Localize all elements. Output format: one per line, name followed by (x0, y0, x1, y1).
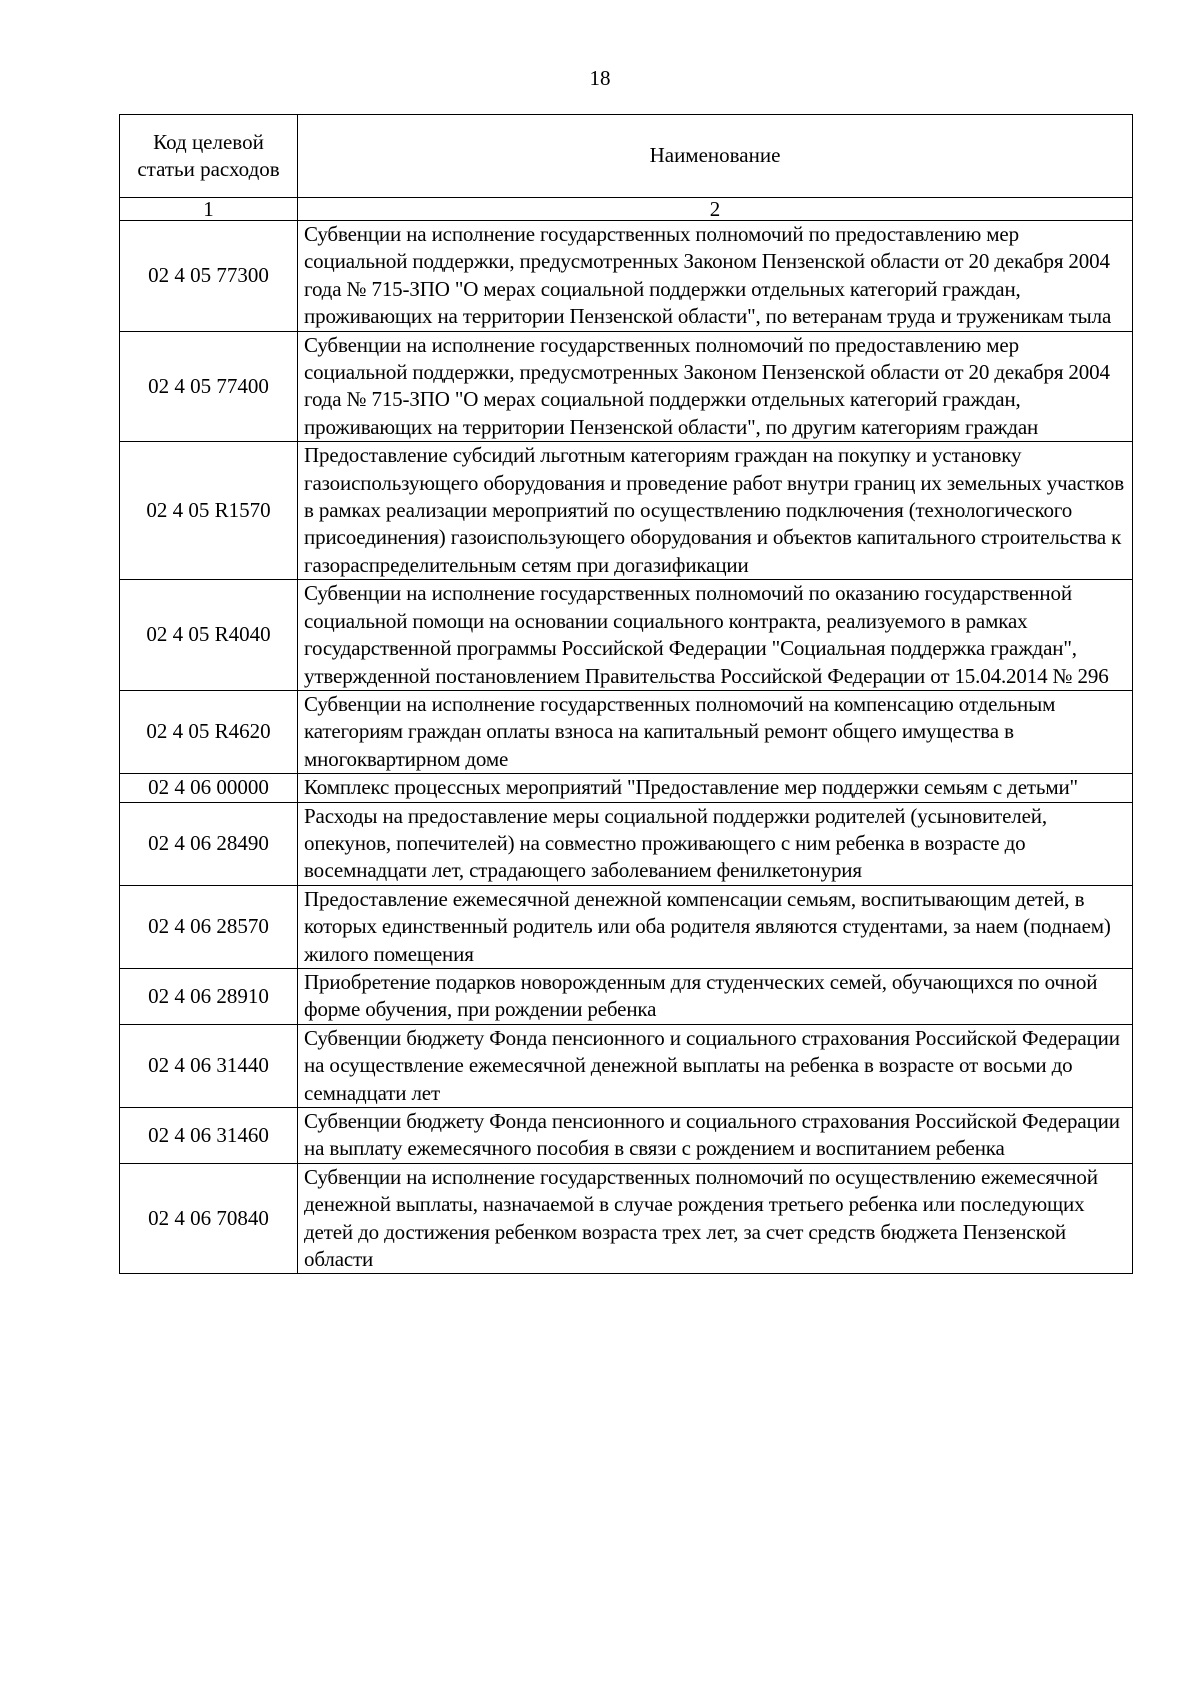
column-number-row (120, 198, 1133, 221)
row-name: Предоставление субсидий льготным категориям граждан на покупку и установку газоиспользующего оборудования и проведение работ внутри границ их земельных участков в рамках реализации мероприятий по осуществлению подключения (технологического присоединения) газоиспользующего оборудования и объектов капитального строительства к газораспределительным сетям при догазификации (298, 442, 1133, 580)
table-row (120, 802, 1133, 885)
row-code: 02 4 06 28570 (120, 885, 298, 968)
table-row (120, 1163, 1133, 1274)
table-header-row (120, 115, 1133, 198)
table-row (120, 690, 1133, 773)
row-code: 02 4 05 R4620 (120, 690, 298, 773)
table-row (120, 968, 1133, 1024)
row-name: Расходы на предоставление меры социальной поддержки родителей (усыновителей, опекунов, попечителей) на совместно проживающего с ним ребенка в возрасте до восемнадцати лет, страдающего заболеванием фенилкетонурия (298, 802, 1133, 885)
row-name: Приобретение подарков новорожденным для студенческих семей, обучающихся по очной форме обучения, при рождении ребенка (298, 968, 1133, 1024)
row-name: Субвенции на исполнение государственных полномочий по предоставлению мер социальной поддержки, предусмотренных Законом Пензенской области от 20 декабря 2004 года № 715-ЗПО "О мерах социальной поддержки отдельных категорий граждан, проживающих на территории Пензенской области", по другим категориям граждан (298, 331, 1133, 442)
row-code: 02 4 06 28490 (120, 802, 298, 885)
row-name: Предоставление ежемесячной денежной компенсации семьям, воспитывающим детей, в которых единственный родитель или оба родителя являются студентами, за наем (поднаем) жилого помещения (298, 885, 1133, 968)
row-code: 02 4 05 77300 (120, 221, 298, 332)
row-code: 02 4 05 R1570 (120, 442, 298, 580)
row-name: Субвенции на исполнение государственных полномочий по предоставлению мер социальной поддержки, предусмотренных Законом Пензенской области от 20 декабря 2004 года № 715-ЗПО "О мерах социальной поддержки отдельных категорий граждан, проживающих на территории Пензенской области", по ветеранам труда и труженикам тыла (298, 221, 1133, 332)
row-name: Субвенции на исполнение государственных полномочий по осуществлению ежемесячной денежной выплаты, назначаемой в случае рождения третьего ребенка или последующих детей до достижения ребенком возраста трех лет, за счет средств бюджета Пензенской области (298, 1163, 1133, 1274)
row-code: 02 4 06 31440 (120, 1024, 298, 1107)
column-number-2: 2 (298, 198, 1133, 221)
table-row (120, 442, 1133, 580)
budget-table (119, 114, 1133, 1274)
row-name: Субвенции на исполнение государственных полномочий по оказанию государственной социальной помощи на основании социального контракта, реализуемого в рамках государственной программы Российской Федерации "Социальная поддержка граждан", утвержденной постановлением Правительства Российской Федерации от 15.04.2014 № 296 (298, 580, 1133, 691)
table-row (120, 774, 1133, 802)
table-row (120, 1108, 1133, 1164)
row-name: Субвенции на исполнение государственных полномочий на компенсацию отдельным категориям граждан оплаты взноса на капитальный ремонт общего имущества в многоквартирном доме (298, 690, 1133, 773)
table-row (120, 221, 1133, 332)
table-row (120, 1024, 1133, 1107)
row-code: 02 4 06 28910 (120, 968, 298, 1024)
row-code: 02 4 06 31460 (120, 1108, 298, 1164)
row-name: Комплекс процессных мероприятий "Предоставление мер поддержки семьям с детьми" (298, 774, 1133, 802)
row-name: Субвенции бюджету Фонда пенсионного и социального страхования Российской Федерации на выплату ежемесячного пособия в связи с рождением и воспитанием ребенка (298, 1108, 1133, 1164)
row-code: 02 4 05 R4040 (120, 580, 298, 691)
row-code: 02 4 05 77400 (120, 331, 298, 442)
header-name: Наименование (298, 115, 1133, 198)
table-row (120, 885, 1133, 968)
row-code: 02 4 06 70840 (120, 1163, 298, 1274)
table-row (120, 580, 1133, 691)
row-name: Субвенции бюджету Фонда пенсионного и социального страхования Российской Федерации на осуществление ежемесячной денежной выплаты на ребенка в возрасте от восьми до семнадцати лет (298, 1024, 1133, 1107)
page-number: 18 (589, 66, 611, 90)
table-row (120, 331, 1133, 442)
row-code: 02 4 06 00000 (120, 774, 298, 802)
column-number-1: 1 (120, 198, 298, 221)
header-code: Код целевой статьи расходов (120, 115, 298, 198)
